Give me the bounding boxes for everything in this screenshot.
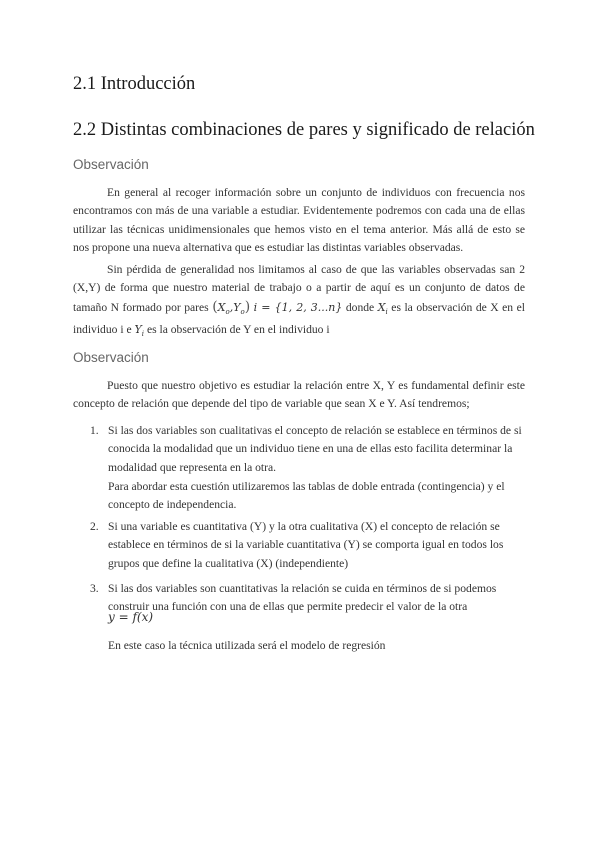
xi-symbol: $X_i$ bbox=[377, 300, 388, 316]
pair-notation: $(X_o,Y_o)$ bbox=[212, 298, 251, 316]
regression-formula: y = f(x) bbox=[108, 610, 154, 624]
paragraph-objective: Puesto que nuestro objetivo es estudiar la relación entre X, Y es fundamental definir este concepto de relación que depende del tipo de variable que sean X e Y. Así tendremos; bbox=[73, 379, 525, 411]
list-item bbox=[90, 580, 527, 617]
list-number: 2. bbox=[90, 520, 99, 533]
list-text: Si las dos variables son cuantitativas la relación se cuida en términos de si podemos construir una función con una de ellas que permite predecir el valor de la otra bbox=[108, 582, 497, 614]
observation-label-2: Observación bbox=[73, 350, 149, 365]
list-item bbox=[90, 422, 527, 477]
pairs-text-2: donde bbox=[345, 300, 375, 314]
list-text: Si una variable es cuantitativa (Y) y la otra cualitativa (X) el concepto de relación se establece en términos de si la variable cuantitativa (Y) se comporta igual en todos los grupos que define la cualitativa (X) (independiente) bbox=[108, 520, 504, 570]
list-number: 1. bbox=[90, 424, 99, 437]
index-formula: i = {1, 2, 3...n} bbox=[253, 300, 343, 314]
list-item-extra: Para abordar esta cuestión utilizaremos las tablas de doble entrada (contingencia) y el concepto de independencia. bbox=[108, 480, 505, 512]
yi-symbol: $Y_i$ bbox=[134, 323, 145, 339]
heading-introduccion: 2.1 Introducción bbox=[73, 74, 196, 94]
pairs-text-3: es la observación de X en el individuo i e bbox=[73, 300, 525, 337]
list-number: 3. bbox=[90, 582, 99, 595]
pairs-text-1: Sin pérdida de generalidad nos limitamos al caso de que las variables observadas san 2 (X,Y) de forma que nuestro material de trabajo o a partir de aquí es un conjunto de datos de tamaño N formado por pares bbox=[73, 263, 525, 314]
list-item bbox=[90, 518, 527, 573]
pairs-text-4: es la observación de Y en el individuo i bbox=[146, 323, 330, 337]
paragraph-general: En general al recoger información sobre un conjunto de individuos con frecuencia nos encontramos con más de una variable a estudiar. Evidentemente podremos con cada una de ellas utilizar las técnicas unidimensionales que hemos visto en el tema anterior. Más allá de esto se nos propone una nueva alternativa que es estudiar las distintas variables observadas. bbox=[73, 186, 525, 255]
list-text: Si las dos variables son cualitativas el concepto de relación se establece en términos de si conocida la modalidad que un individuo tiene en una de ellas esto facilita determinar la modalidad que representa en la otra. bbox=[108, 424, 522, 474]
heading-combinaciones: 2.2 Distintas combinaciones de pares y significado de relación bbox=[73, 120, 535, 140]
list-item-extra: En este caso la técnica utilizada será el modelo de regresión bbox=[108, 639, 386, 652]
paragraph-pairs bbox=[73, 261, 525, 344]
observation-label-1: Observación bbox=[73, 157, 149, 172]
